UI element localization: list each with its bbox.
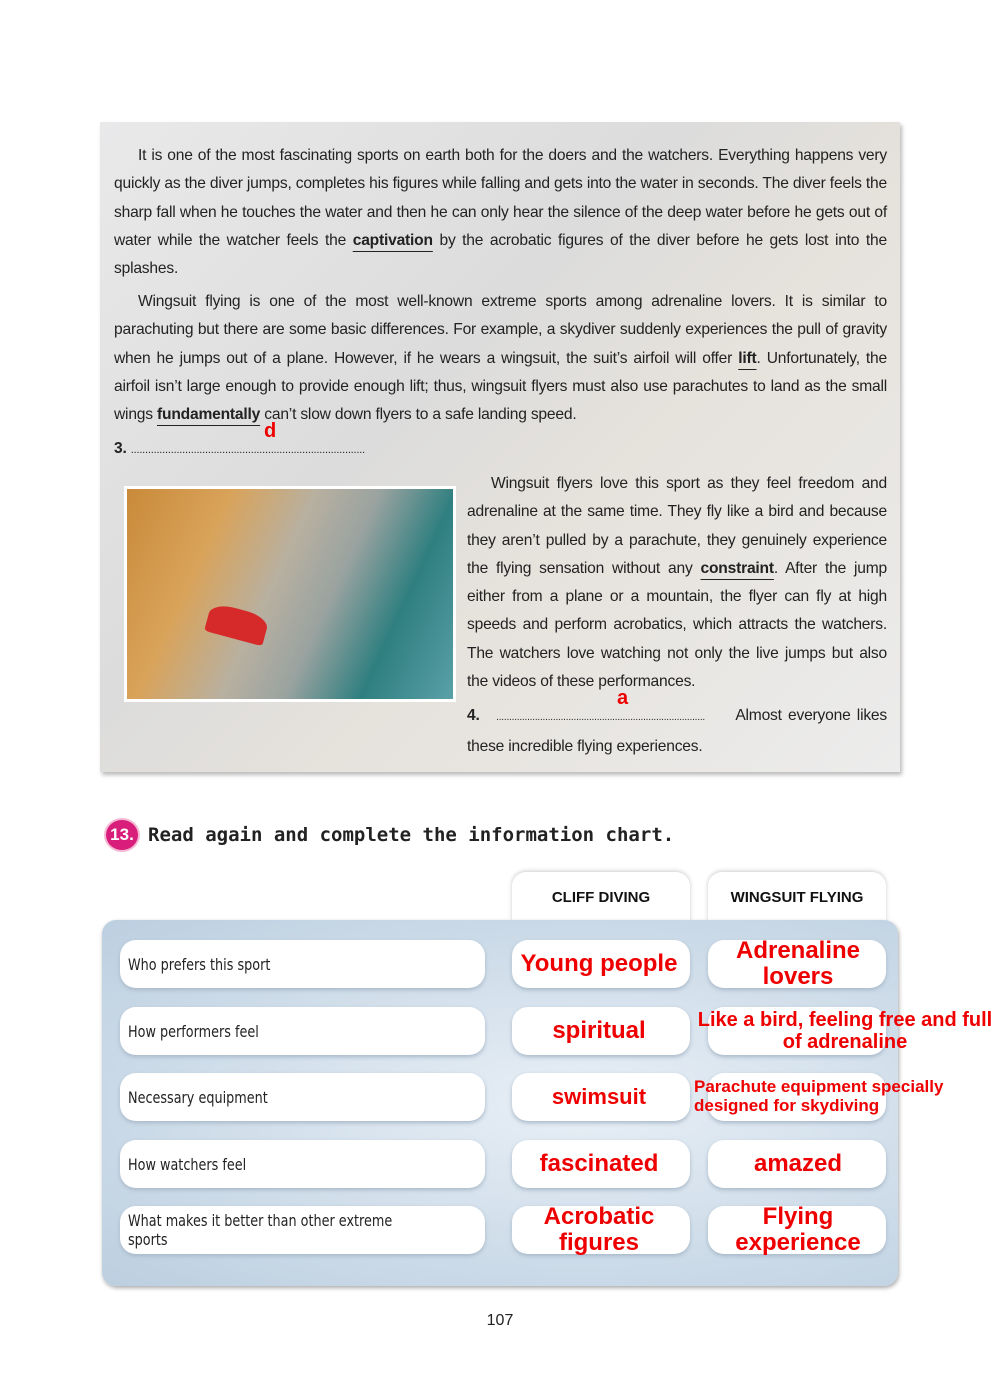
paragraph-wingsuit xyxy=(114,288,887,465)
row-label: Necessary equipment xyxy=(128,1087,268,1107)
column-header-wingsuit-flying: WINGSUIT FLYING xyxy=(708,872,886,922)
row-label-cell xyxy=(120,1140,485,1188)
cliff-answer: Acrobatic figures xyxy=(543,1202,655,1256)
text: Wingsuit flyers love this sport as they feel freedom and adrenaline at the same time. They fly like a bird and because they aren’t pulled by a parachute, they genuinely experience the flying sensation without any xyxy=(467,475,887,577)
cliff-answer: swimsuit xyxy=(551,1083,647,1109)
text: by the acrobatic figures of the diver before he gets lost into the splashes. xyxy=(114,231,887,278)
blank-dots: ................................................................................. xyxy=(496,712,705,724)
flyer-figure xyxy=(204,602,270,647)
wingsuit-answer: amazed xyxy=(753,1149,843,1177)
row-label: What makes it better than other extreme sports xyxy=(128,1211,393,1249)
exercise-number-badge: 13. xyxy=(104,818,140,852)
blank-label: 4. xyxy=(467,707,480,725)
blank-4-line xyxy=(467,687,887,761)
vocab-fundamentally: fundamentally xyxy=(157,406,261,424)
wingsuit-answer: Parachute equipment specially designed for skydiving xyxy=(694,1077,944,1115)
row-label: How performers feel xyxy=(128,1021,259,1041)
blank-3 xyxy=(114,420,365,464)
text: . After the jump either from a plane or a mountain, the flyer can fly at high speeds and perform acrobatics, which attracts the watchers. The watchers love watching not only the live jumps but also the videos of these performances. xyxy=(467,559,887,691)
blank-4 xyxy=(467,687,705,732)
text: Wingsuit flying is one of the most well-known extreme sports among adrenaline lovers. It is similar to parachuting but there are some basic differences. For example, a skydiver suddenly experiences the pull of gravity when he jumps out of a plane. However, if he wears a wingsuit, the suit’s airfoil will offer xyxy=(114,293,887,367)
wingsuit-photo xyxy=(124,486,456,702)
blank-label: 3. xyxy=(114,440,127,458)
row-label: Who prefers this sport xyxy=(128,954,271,974)
exercise-instruction: Read again and complete the information chart. xyxy=(148,824,675,846)
row-label-cell xyxy=(120,1073,485,1121)
text: Almost everyone likes these incredible flying experiences. xyxy=(467,707,887,755)
row-label-cell xyxy=(120,1206,485,1254)
cliff-answer: fascinated xyxy=(539,1149,659,1177)
blank-dots: .................................................................................. xyxy=(130,444,365,457)
wingsuit-answer: Like a bird, feeling free and full of adrenaline xyxy=(697,1009,993,1053)
reading-passage xyxy=(100,122,900,772)
cliff-answer: spiritual xyxy=(552,1016,646,1044)
paragraph-wingsuit-2 xyxy=(467,470,887,761)
blank-3-line xyxy=(114,420,887,464)
text: can’t slow down flyers to a safe landing speed. xyxy=(264,406,577,424)
vocab-captivation: captivation xyxy=(352,231,433,249)
vocab-constraint: constraint xyxy=(700,559,774,577)
wingsuit-answer: Flying experience xyxy=(735,1202,861,1256)
row-label-cell xyxy=(120,1007,485,1055)
exercise-heading xyxy=(104,818,674,852)
row-label-cell xyxy=(120,940,485,988)
wingsuit-answer: Adrenaline lovers xyxy=(735,936,861,990)
blank-answer: d xyxy=(264,420,277,443)
cliff-answer: Young people xyxy=(520,949,678,977)
text: It is one of the most fascinating sports on earth both for the doers and the watchers. Everything happens very quickly as the diver jumps, completes his figures while falling and gets into the water in seconds. The diver feels the sharp fall when he touches the water and then he can only hear the silence of the deep water before he gets out of water while the watcher feels the xyxy=(114,147,887,249)
blank-answer: a xyxy=(617,687,628,710)
paragraph-cliff-diving xyxy=(114,142,887,283)
vocab-lift: lift xyxy=(738,349,757,367)
column-header-cliff-diving: CLIFF DIVING xyxy=(512,872,690,922)
page-number: 107 xyxy=(486,1312,514,1329)
text: . Unfortunately, the airfoil isn’t large enough to provide enough lift; thus, wingsuit flyers must also use parachutes to land as the small wings xyxy=(114,349,887,424)
row-label: How watchers feel xyxy=(128,1154,247,1174)
